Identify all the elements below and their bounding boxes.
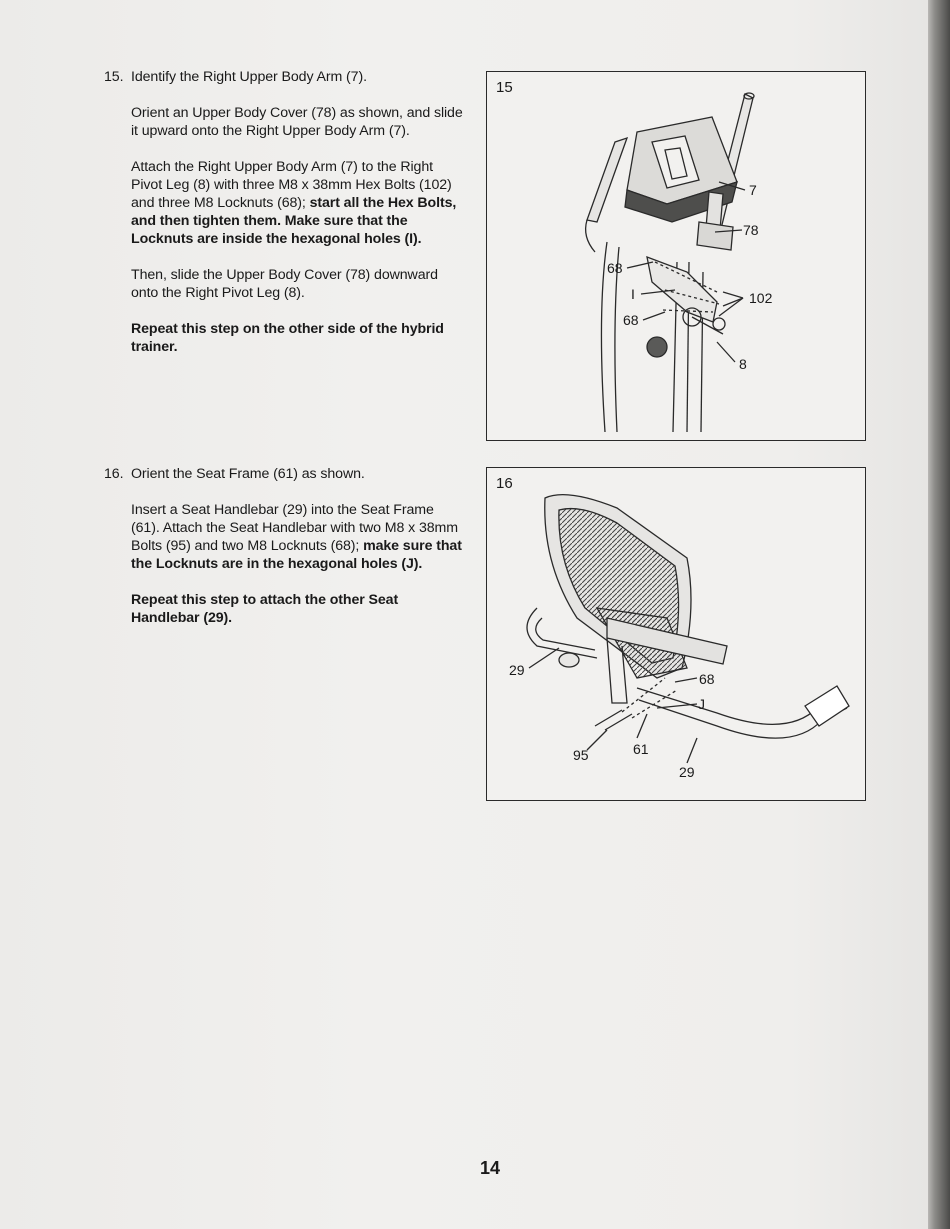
callout-7: 7 bbox=[749, 182, 757, 198]
step-16 bbox=[104, 465, 464, 645]
step-instruction: Orient an Upper Body Cover (78) as shown, and slide it upward onto the Right Upper Body Arm (7). bbox=[131, 105, 463, 139]
callout-29: 29 bbox=[509, 662, 525, 678]
instruction-text: Insert a Seat Handlebar (29) into the Seat Frame (61). Attach the Seat Handlebar with two M8 x 38mm Bolts (95) and two M8 Locknuts (68); bbox=[131, 502, 458, 554]
callout-68: 68 bbox=[607, 260, 623, 276]
figure-16 bbox=[486, 467, 866, 801]
page-number: 14 bbox=[479, 1158, 501, 1178]
figure-16-illustration bbox=[487, 468, 865, 800]
callout-78: 78 bbox=[743, 222, 759, 238]
step-instruction bbox=[131, 501, 464, 573]
step-number: 15. bbox=[104, 69, 124, 85]
step-body bbox=[131, 465, 464, 627]
figure-label: 16 bbox=[496, 475, 513, 492]
callout-61: 61 bbox=[633, 741, 649, 757]
callout-j: J bbox=[698, 696, 705, 712]
page-edge-shadow bbox=[928, 0, 950, 1229]
step-instruction bbox=[131, 158, 464, 248]
step-heading: Identify the Right Upper Body Arm (7). bbox=[131, 69, 367, 85]
step-repeat-note: Repeat this step to attach the other Seat Handlebar (29). bbox=[131, 592, 399, 626]
callout-68: 68 bbox=[699, 671, 715, 687]
callout-95: 95 bbox=[573, 747, 589, 763]
instruction-text: Attach the Right Upper Body Arm (7) to the Right Pivot Leg (8) with three M8 x 38mm Hex Bolts (102) and three M8 Locknuts (68); bbox=[131, 159, 452, 211]
callout-68: 68 bbox=[623, 312, 639, 328]
step-instruction: Then, slide the Upper Body Cover (78) downward onto the Right Pivot Leg (8). bbox=[131, 267, 438, 301]
callout-i: I bbox=[631, 286, 635, 302]
step-number: 16. bbox=[104, 466, 124, 482]
step-15 bbox=[104, 68, 464, 374]
instruction-emphasis: start all the Hex Bolts, and then tighten them. Make sure that the Locknuts are inside the hexagonal holes (I). bbox=[131, 195, 457, 247]
figure-15 bbox=[486, 71, 866, 441]
callout-8: 8 bbox=[739, 356, 747, 372]
callout-29: 29 bbox=[679, 764, 695, 780]
instruction-emphasis: make sure that the Locknuts are in the hexagonal holes (J). bbox=[131, 538, 462, 572]
figure-label: 15 bbox=[496, 79, 513, 96]
step-heading: Orient the Seat Frame (61) as shown. bbox=[131, 466, 365, 482]
figure-15-illustration bbox=[487, 72, 865, 440]
step-repeat-note: Repeat this step on the other side of the hybrid trainer. bbox=[131, 321, 444, 355]
step-body bbox=[131, 68, 464, 356]
callout-102: 102 bbox=[749, 290, 773, 306]
